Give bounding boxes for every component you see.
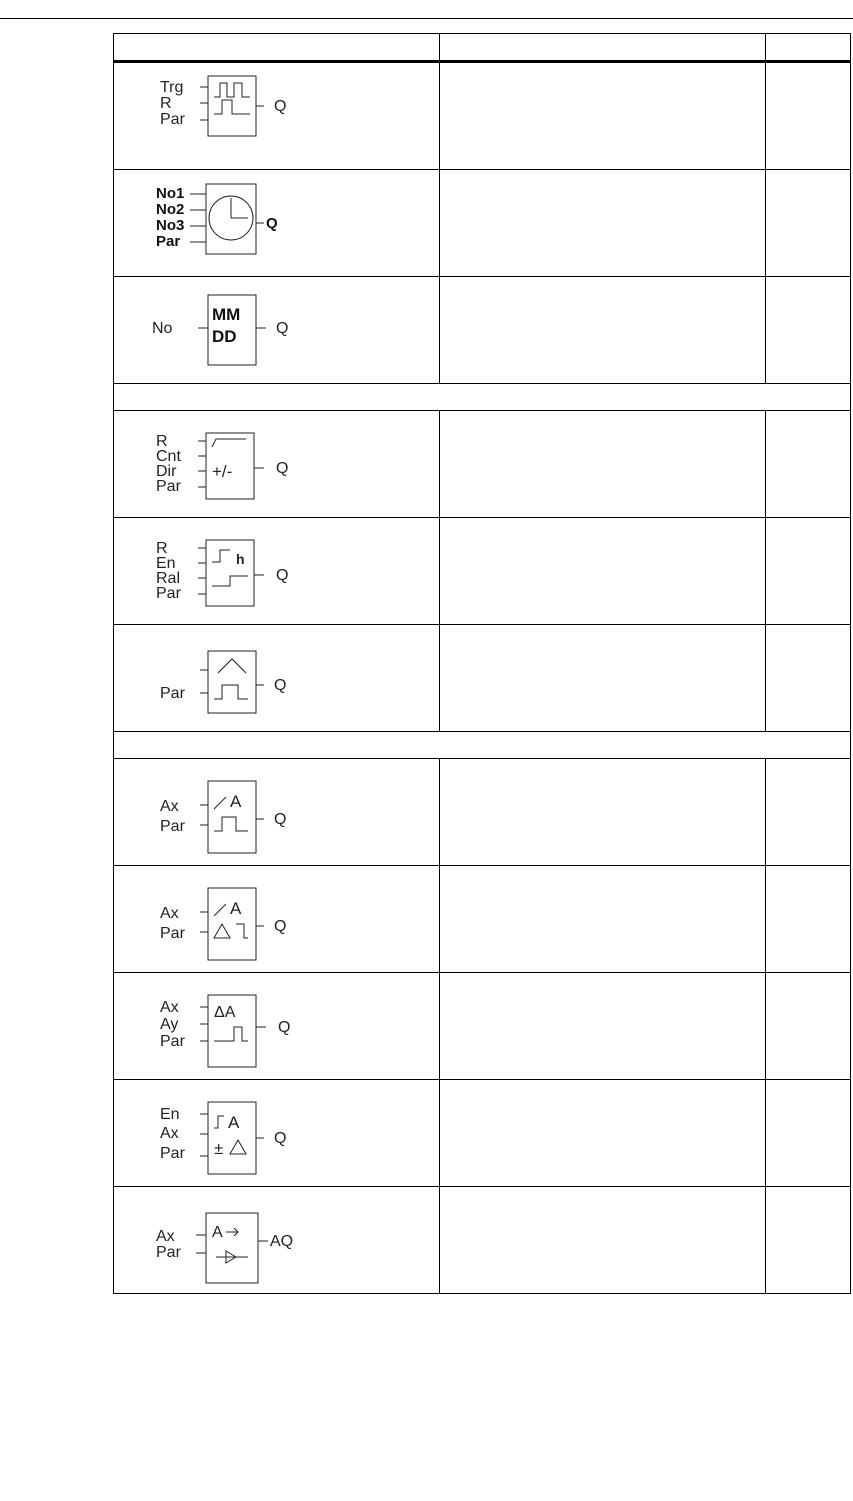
input-label: En — [156, 555, 176, 572]
analog-label: A — [230, 899, 242, 918]
input-label: Par — [160, 1033, 185, 1050]
analog-amplifier-symbol — [156, 1195, 376, 1285]
header-cell-reference — [766, 34, 851, 62]
table-row — [114, 170, 851, 277]
symbol-cell — [114, 759, 440, 866]
output-label: Q — [276, 460, 289, 477]
input-label: Par — [160, 685, 185, 702]
up-down-counter-symbol — [156, 419, 356, 509]
seven-day-timer-symbol — [156, 178, 356, 268]
reference-cell — [766, 170, 851, 277]
symbol-cell — [114, 411, 440, 518]
description-cell — [440, 973, 766, 1080]
input-label: No — [152, 320, 173, 337]
input-label: Cnt — [156, 448, 181, 465]
reference-cell — [766, 973, 851, 1080]
output-label: Q — [274, 98, 287, 115]
table-row — [114, 1187, 851, 1294]
input-label: Par — [160, 925, 185, 942]
input-label: Ral — [156, 570, 181, 587]
day-label: DD — [212, 327, 237, 346]
section-row — [114, 384, 851, 411]
delta-analog-label: ΔA — [214, 1004, 236, 1021]
reference-cell — [766, 277, 851, 384]
operating-hours-counter-symbol — [156, 526, 356, 616]
yearly-timer-symbol — [152, 285, 356, 375]
table-row — [114, 973, 851, 1080]
description-cell — [440, 866, 766, 973]
table-row — [114, 411, 851, 518]
symbol-cell — [114, 1187, 440, 1294]
input-label: Ax — [160, 999, 179, 1016]
input-label: Par — [156, 233, 181, 250]
hours-label: h — [236, 551, 245, 567]
input-label: Par — [160, 1145, 185, 1162]
input-label: R — [160, 95, 172, 112]
analog-threshold-monitor-symbol — [156, 1088, 356, 1178]
delta-icon — [214, 924, 230, 938]
analog-trigger-symbol — [156, 767, 356, 857]
output-label: Q — [266, 215, 278, 232]
description-cell — [440, 1080, 766, 1187]
description-cell — [440, 759, 766, 866]
input-label: No2 — [156, 201, 185, 218]
output-label: Q — [278, 1019, 291, 1036]
input-label: Par — [156, 478, 181, 495]
symbol-cell — [114, 277, 440, 384]
description-cell — [440, 170, 766, 277]
section-row — [114, 732, 851, 759]
analog-label: A — [212, 1224, 223, 1241]
symbol-cell — [114, 170, 440, 277]
reference-cell — [766, 62, 851, 170]
input-label: En — [160, 1106, 180, 1123]
frequency-trigger-symbol — [156, 633, 356, 723]
input-label: No3 — [156, 217, 185, 234]
input-label: Par — [156, 585, 181, 602]
table-header-row — [114, 34, 851, 62]
symbol-cell — [114, 518, 440, 625]
output-label: Q — [274, 677, 287, 694]
output-label: Q — [276, 567, 289, 584]
reference-cell — [766, 625, 851, 732]
delta-icon — [230, 1140, 246, 1154]
input-label: Ax — [160, 1125, 179, 1142]
input-label: Par — [156, 1244, 181, 1261]
section-title — [114, 384, 851, 411]
table-row — [114, 518, 851, 625]
input-label: No1 — [156, 185, 185, 202]
input-label: Ay — [160, 1016, 179, 1033]
symbol-cell — [114, 62, 440, 170]
table-row — [114, 759, 851, 866]
table-row — [114, 866, 851, 973]
header-cell-symbol — [114, 34, 440, 62]
description-cell — [440, 625, 766, 732]
input-label: Ax — [156, 1228, 175, 1245]
function-block-table — [113, 33, 851, 1294]
analog-label: A — [228, 1113, 240, 1132]
output-label: Q — [274, 1130, 287, 1147]
description-cell — [440, 277, 766, 384]
input-label: Par — [160, 111, 185, 128]
output-label: Q — [274, 918, 287, 935]
analog-label: A — [230, 792, 242, 811]
table-row — [114, 625, 851, 732]
output-label: Q — [276, 320, 289, 337]
header-cell-description — [440, 34, 766, 62]
pulse-generator-symbol — [156, 71, 356, 161]
table-row — [114, 62, 851, 170]
month-label: MM — [212, 305, 241, 324]
plus-minus-label: ± — [214, 1139, 224, 1158]
reference-cell — [766, 866, 851, 973]
input-label: Ax — [160, 905, 179, 922]
input-label: R — [156, 433, 168, 450]
analog-comparator-symbol — [156, 981, 356, 1071]
page-header-rule — [0, 18, 853, 19]
description-cell — [440, 1187, 766, 1294]
reference-cell — [766, 759, 851, 866]
table-row — [114, 1080, 851, 1187]
description-cell — [440, 518, 766, 625]
table-row — [114, 277, 851, 384]
reference-cell — [766, 1080, 851, 1187]
input-label: Ax — [160, 798, 179, 815]
output-label: AQ — [270, 1233, 294, 1250]
reference-cell — [766, 518, 851, 625]
symbol-cell — [114, 625, 440, 732]
description-cell — [440, 62, 766, 170]
count-label: +/- — [212, 462, 233, 481]
input-label: Dir — [156, 463, 177, 480]
symbol-cell — [114, 866, 440, 973]
symbol-cell — [114, 973, 440, 1080]
section-title — [114, 732, 851, 759]
reference-cell — [766, 1187, 851, 1294]
output-label: Q — [274, 811, 287, 828]
analog-differential-trigger-symbol — [156, 874, 356, 964]
input-label: Trg — [160, 79, 184, 96]
input-label: Par — [160, 818, 185, 835]
description-cell — [440, 411, 766, 518]
input-label: R — [156, 540, 168, 557]
reference-cell — [766, 411, 851, 518]
symbol-cell — [114, 1080, 440, 1187]
